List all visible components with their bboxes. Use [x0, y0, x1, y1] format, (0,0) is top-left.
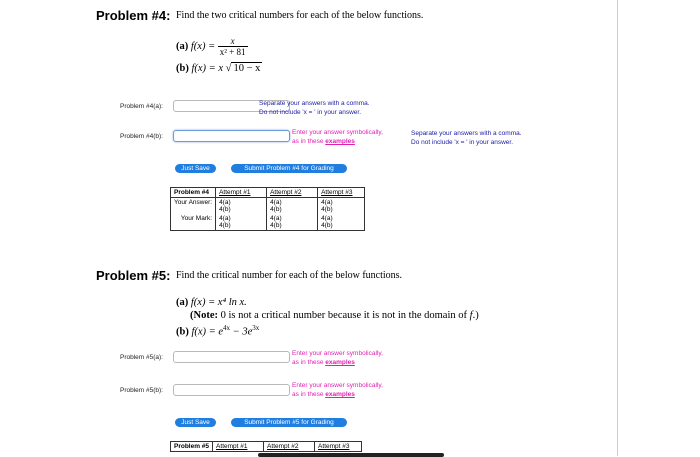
table-cell: 4(a) 4(b) [318, 214, 365, 231]
note-func: f [469, 310, 473, 321]
hint-line: Enter your answer symbolically, [292, 350, 383, 357]
sqrt-symbol: √ [225, 63, 232, 74]
your-answer-label: Your Answer: [171, 198, 216, 215]
problem-4a-hint [259, 99, 370, 117]
problem-5-part-a-formula [176, 297, 247, 308]
hint-line: Separate your answers with a comma. [411, 130, 522, 137]
problem-5a-answer-input[interactable] [173, 351, 290, 363]
problem-4-save-button[interactable]: Just Save [175, 164, 216, 173]
hint-line: Separate your answers with a comma. [259, 100, 370, 107]
table-attempt-3: Attempt #3 [318, 188, 365, 198]
problem-5-title: Problem #5: [96, 268, 171, 283]
problem-4-description: Find the two critical numbers for each of the below functions. [176, 10, 424, 21]
problem-4-submit-button[interactable]: Submit Problem #4 for Grading [231, 164, 347, 173]
hint-prefix: as in these [292, 391, 324, 398]
table-attempt-1: Attempt #1 [213, 442, 264, 452]
part-b-label: (b) [176, 63, 189, 74]
part-b-radicand: 10 − x [233, 63, 261, 74]
note-suffix: .) [472, 310, 479, 321]
part-a-label: (a) [176, 40, 189, 52]
hint-line [292, 358, 383, 367]
table-attempt-1: Attempt #1 [216, 188, 267, 198]
hint-prefix: as in these [292, 359, 324, 366]
table-attempt-3: Attempt #3 [315, 442, 362, 452]
problem-4b-hint-comma [411, 129, 522, 147]
table-cell: 4(a) 4(b) [318, 198, 365, 215]
table-attempt-2: Attempt #2 [267, 188, 318, 198]
problem-5a-hint [292, 349, 383, 367]
problem-4a-label: Problem #4(a): [120, 103, 163, 110]
problem-4b-label: Problem #4(b): [120, 133, 163, 140]
examples-link[interactable]: examples [325, 138, 355, 145]
note-text: 0 is not a critical number because it is not in the domain of [217, 310, 470, 321]
hint-line [292, 137, 383, 146]
table-cell: 4(a) 4(b) [267, 214, 318, 231]
problem-5b-label: Problem #5(b): [120, 387, 163, 394]
examples-link[interactable]: examples [325, 391, 355, 398]
hint-line [292, 390, 383, 399]
part-b-exp1: 4x [223, 324, 231, 332]
problem-4-part-b-formula [176, 63, 262, 74]
problem-5b-hint [292, 381, 383, 399]
problem-5a-label: Problem #5(a): [120, 354, 163, 361]
part-b-lhs: f(x) = e [191, 326, 224, 338]
hint-line: Enter your answer symbolically, [292, 129, 383, 136]
part-a-denominator: x² + 81 [219, 47, 246, 57]
problem-5-save-button[interactable]: Just Save [175, 418, 216, 427]
table-attempt-2: Attempt #2 [264, 442, 315, 452]
part-b-label: (b) [176, 326, 189, 338]
table-cell: 4(a) 4(b) [216, 198, 267, 215]
note-prefix: (Note: [190, 310, 218, 321]
part-a-fraction [218, 36, 248, 57]
problem-4-title: Problem #4: [96, 8, 171, 23]
hint-line: Do not include 'x = ' in your answer. [259, 109, 362, 116]
hint-line: Enter your answer symbolically, [292, 382, 383, 389]
part-a-label: (a) [176, 297, 189, 308]
part-a-lhs: f(x) = [190, 40, 216, 52]
table-cell: 4(a) 4(b) [267, 198, 318, 215]
problem-5-results-table [170, 441, 362, 452]
table-header: Problem #4 [171, 188, 216, 198]
your-mark-label: Your Mark: [171, 214, 216, 231]
problem-5b-answer-input[interactable] [173, 384, 290, 396]
part-a-expr: f(x) = x⁴ ln x. [190, 297, 247, 308]
problem-5-submit-button[interactable]: Submit Problem #5 for Grading [231, 418, 347, 427]
problem-4-part-a-formula [176, 36, 248, 57]
problem-5-note [190, 310, 479, 321]
problem-4b-hint [292, 128, 383, 146]
page-right-border [617, 0, 618, 456]
part-b-mid: − 3e [230, 326, 253, 338]
problem-4b-answer-input[interactable] [173, 130, 290, 142]
problem-5-description: Find the critical number for each of the below functions. [176, 270, 403, 281]
problem-4-results-table [170, 187, 365, 231]
problem-5-part-b-formula [176, 324, 259, 338]
horizontal-scrollbar[interactable] [258, 453, 444, 457]
examples-link[interactable]: examples [325, 359, 355, 366]
table-cell: 4(a) 4(b) [216, 214, 267, 231]
part-b-exp2: 3x [252, 324, 260, 332]
hint-prefix: as in these [292, 138, 324, 145]
part-b-lhs: f(x) = x [191, 63, 224, 74]
part-a-numerator: x [218, 36, 248, 47]
hint-line: Do not include 'x = ' in your answer. [411, 139, 514, 146]
table-header: Problem #5 [171, 442, 213, 452]
